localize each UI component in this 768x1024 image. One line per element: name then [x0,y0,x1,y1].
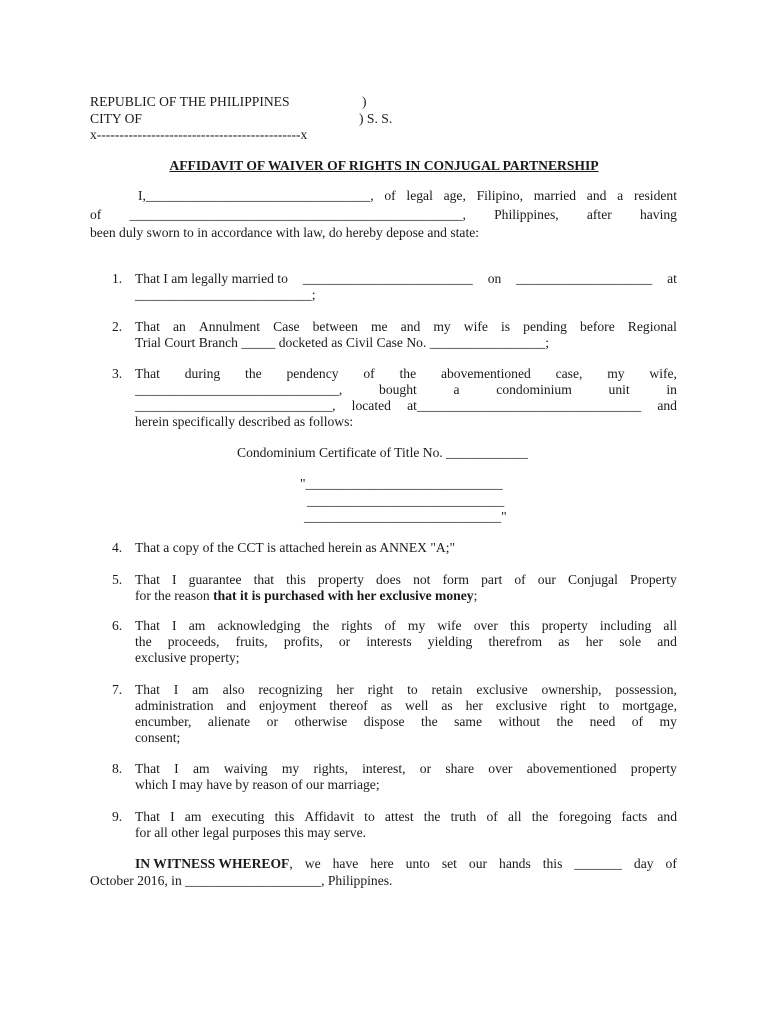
caption-paren: ) [362,94,367,109]
item-3-line-3: _____________________________, located at_________________________________ and [135,398,677,413]
cct-label: Condominium Certificate of Title No. ____________ [237,445,528,460]
item-9-line-1: That I am executing this Affidavit to attest the truth of all the foregoing facts and [135,809,677,824]
item-number-7: 7. [112,682,123,697]
item-number-4: 4. [112,540,123,555]
item-number-1: 1. [112,271,123,286]
caption-republic: REPUBLIC OF THE PHILIPPINES [90,94,290,109]
item-6-line-3: exclusive property; [135,650,240,665]
item-3-line-2: ______________________________, bought a condominium unit in [135,382,677,397]
item-number-8: 8. [112,761,123,776]
cct-line-3: _____________________________" [304,509,507,524]
item-7-line-1: That I am also recognizing her right to retain exclusive ownership, possession, [135,682,677,697]
item-6-line-2: the proceeds, fruits, profits, or interests yielding therefrom as her sole and [135,634,677,649]
item-5-line-2: for the reason that it is purchased with her exclusive money; [135,588,478,603]
item-number-6: 6. [112,618,123,633]
item-3-line-4: herein specifically described as follows: [135,414,354,429]
intro-line-2: of _________________________________________________, Philippines, after having [90,207,677,222]
caption-divider: x---------------------------------------------x [90,127,308,142]
cct-line-2: _____________________________ [307,493,505,508]
item-number-5: 5. [112,572,123,587]
item-5-line-1: That I guarantee that this property does not form part of our Conjugal Property [135,572,677,587]
item-number-3: 3. [112,366,123,381]
cct-line-1: "_____________________________ [300,476,503,491]
item-1-line-1: That I am legally married to _________________________ on ____________________ at [135,271,677,286]
item-8-line-1: That I am waiving my rights, interest, or share over abovementioned property [135,761,677,776]
item-8-line-2: which I may have by reason of our marriage; [135,777,380,792]
exclusive-money-emphasis: that it is purchased with her exclusive money [213,588,474,603]
item-2-line-2: Trial Court Branch _____ docketed as Civil Case No. _________________; [135,335,550,350]
item-number-2: 2. [112,319,123,334]
witness-line-2: October 2016, in ____________________, Philippines. [90,873,393,888]
item-3-line-1: That during the pendency of the abovementioned case, my wife, [135,366,677,381]
document-title: AFFIDAVIT OF WAIVER OF RIGHTS IN CONJUGAL PARTNERSHIP [169,158,599,173]
item-6-line-1: That I am acknowledging the rights of my wife over this property including all [135,618,677,633]
item-4-text: That a copy of the CCT is attached herein as ANNEX "A;" [135,540,456,555]
caption-city: CITY OF [90,111,142,126]
item-7-line-2: administration and enjoyment thereof as well as her exclusive right to mortgage, [135,698,677,713]
item-1-line-2: __________________________; [135,287,316,302]
item-2-line-1: That an Annulment Case between me and my wife is pending before Regional [135,319,677,334]
item-7-line-3: encumber, alienate or otherwise dispose the same without the need of my [135,714,677,729]
caption-ss: ) S. S. [359,111,393,126]
intro-line-1: I,_________________________________, of legal age, Filipino, married and a resident [138,188,677,203]
item-number-9: 9. [112,809,123,824]
witness-emphasis: IN WITNESS WHEREOF [135,856,290,871]
witness-line-1: IN WITNESS WHEREOF, we have here unto set our hands this _______ day of [135,856,677,871]
intro-line-3: been duly sworn to in accordance with law, do hereby depose and state: [90,225,480,240]
item-7-line-4: consent; [135,730,181,745]
item-9-line-2: for all other legal purposes this may serve. [135,825,367,840]
